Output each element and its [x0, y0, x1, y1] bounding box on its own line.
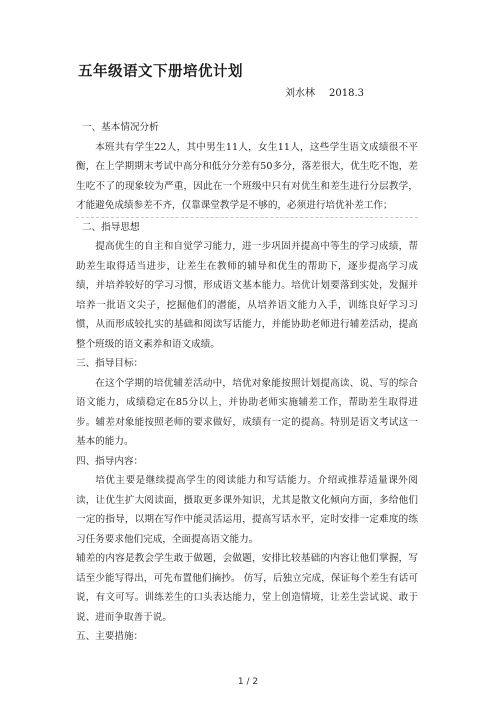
section-paragraph: 提高优生的自主和自觉学习能力，进一步巩固并提高中等生的学习成绩，帮助差生取得适当进步，让差生在教师的辅导和优生的帮助下，逐步提高学习成绩，并培养较好的学习习惯，形成语文基本能力。培优计划要落到实处，发掘并培养一批语文尖子，挖掘他们的潜能，从培养语文能力入手，训练良好学习习惯，从而形成较扎实的基础和阅读写话能力，并能协助老师进行辅差活动，提高整个班级的语文素养和语文成绩。: [76, 241, 418, 350]
section-paragraph: 辅差的内容是教会学生敢于做题，会做题，安排比较基础的内容让他们掌握，写话至少能写得出，可先布置他们摘抄。 仿写，后独立完成，保证每个差生有话可说，有文可写。训练差生的口头表达能力，堂上创造情境，让差生尝试说、敢于说、进而争取善于说。: [76, 553, 418, 623]
section-paragraph: 在这个学期的培优辅差活动中，培优对象能按照计划提高读、说、写的综合语文能力，成绩稳定在85分以上，并协助老师实施辅差工作，帮助差生取得进步。辅差对象能按照老师的要求做好，成绩有一定的提高。特别是语文考试这一基本的能力。: [76, 377, 418, 447]
section-paragraph: 本班共有学生22人，其中男生11人，女生11人，这些学生语文成绩很不平衡，在上学期期末考试中高分和低分分差有50多分，落差很大，优生吃不饱，差生吃不了的现象较为严重，因此在一个班级中只有对优生和差生进行分层教学，才能避免成绩参差不齐，仅靠课堂教学是不够的，必须进行培优补差工作；: [76, 141, 418, 211]
page-title: 五年级语文下册培优计划: [78, 63, 243, 80]
page-indicator: 1 / 2: [237, 677, 259, 687]
section-heading: 二、指导思想: [82, 221, 140, 233]
section-paragraph: 培优主要是继续提高学生的阅读能力和写话能力。介绍或推荐适量课外阅读，让优生扩大阅读面，摄取更多课外知识，尤其是散文化倾向方面，多给他们一定的指导，以期在写作中能灵活运用，提高写话水平，定时安排一定难度的练习任务要求他们完成，全面提高语文能力。: [76, 475, 418, 545]
document-body: [76, 118, 418, 647]
author-date: 2018.3: [329, 88, 364, 99]
section-heading: 三、指导目标：: [76, 358, 144, 369]
author-line: [285, 84, 364, 99]
author-name: 刘水林: [285, 88, 315, 99]
section-heading: 五、主要措施：: [76, 631, 144, 642]
section-heading: 四、指导内容：: [76, 455, 144, 467]
section-heading: 一、基本情况分析: [82, 122, 159, 133]
